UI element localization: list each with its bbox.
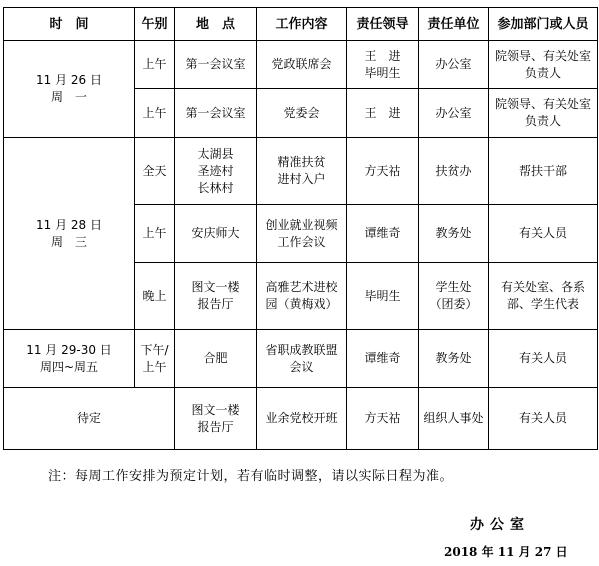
participants-cell: 院领导、有关处室 负责人 xyxy=(489,41,598,89)
unit-cell: 办公室 xyxy=(419,41,489,89)
date-cell: 11 月 28 日 周 三 xyxy=(4,138,135,330)
period-cell: 全天 xyxy=(135,138,175,205)
schedule-note: 注：每周工作安排为预定计划，若有临时调整，请以实际日程为准。 xyxy=(48,469,454,484)
leader-cell: 王 进 毕明生 xyxy=(347,41,419,89)
unit-cell: 扶贫办 xyxy=(419,138,489,205)
participants-cell: 有关人员 xyxy=(489,388,598,450)
header-content: 工作内容 xyxy=(257,8,347,41)
content-cell: 创业就业视频 工作会议 xyxy=(257,205,347,263)
table-row xyxy=(4,138,598,205)
leader-cell: 谭维奇 xyxy=(347,205,419,263)
content-cell: 高雅艺术进校 园（黄梅戏） xyxy=(257,263,347,330)
location-cell: 第一会议室 xyxy=(175,89,257,138)
header-period: 午别 xyxy=(135,8,175,41)
header-leader: 责任领导 xyxy=(347,8,419,41)
issue-date: 2018 年 11 月 27 日 xyxy=(444,545,568,559)
period-cell: 上午 xyxy=(135,41,175,89)
participants-cell: 帮扶干部 xyxy=(489,138,598,205)
date-cell: 11 月 29-30 日 周四~周五 xyxy=(4,330,135,388)
unit-cell: 学生处 （团委） xyxy=(419,263,489,330)
content-cell: 精准扶贫 进村入户 xyxy=(257,138,347,205)
table-row xyxy=(4,41,598,89)
content-cell: 省职成教联盟 会议 xyxy=(257,330,347,388)
issuer-signature: 办公室 xyxy=(470,517,530,533)
leader-cell: 谭维奇 xyxy=(347,330,419,388)
header-location: 地 点 xyxy=(175,8,257,41)
unit-cell: 教务处 xyxy=(419,330,489,388)
date-cell: 11 月 26 日 周 一 xyxy=(4,41,135,138)
period-cell: 下午/ 上午 xyxy=(135,330,175,388)
participants-cell: 有关人员 xyxy=(489,330,598,388)
period-cell: 上午 xyxy=(135,89,175,138)
weekly-schedule-table xyxy=(3,7,598,450)
leader-cell: 方天祜 xyxy=(347,138,419,205)
location-cell: 第一会议室 xyxy=(175,41,257,89)
table-header-row xyxy=(4,8,598,41)
participants-cell: 院领导、有关处室 负责人 xyxy=(489,89,598,138)
leader-cell: 毕明生 xyxy=(347,263,419,330)
participants-cell: 有关人员 xyxy=(489,205,598,263)
header-unit: 责任单位 xyxy=(419,8,489,41)
header-time: 时 间 xyxy=(4,8,135,41)
table-row xyxy=(4,330,598,388)
unit-cell: 组织人事处 xyxy=(419,388,489,450)
content-cell: 业余党校开班 xyxy=(257,388,347,450)
location-cell: 图文一楼 报告厅 xyxy=(175,263,257,330)
location-cell: 太湖县 圣迹村 长林村 xyxy=(175,138,257,205)
date-cell: 待定 xyxy=(4,388,175,450)
leader-cell: 王 进 xyxy=(347,89,419,138)
location-cell: 图文一楼 报告厅 xyxy=(175,388,257,450)
unit-cell: 教务处 xyxy=(419,205,489,263)
content-cell: 党委会 xyxy=(257,89,347,138)
unit-cell: 办公室 xyxy=(419,89,489,138)
leader-cell: 方天祜 xyxy=(347,388,419,450)
content-cell: 党政联席会 xyxy=(257,41,347,89)
location-cell: 安庆师大 xyxy=(175,205,257,263)
participants-cell: 有关处室、各系 部、学生代表 xyxy=(489,263,598,330)
header-participants: 参加部门或人员 xyxy=(489,8,598,41)
table-row xyxy=(4,388,598,450)
period-cell: 晚上 xyxy=(135,263,175,330)
location-cell: 合肥 xyxy=(175,330,257,388)
period-cell: 上午 xyxy=(135,205,175,263)
